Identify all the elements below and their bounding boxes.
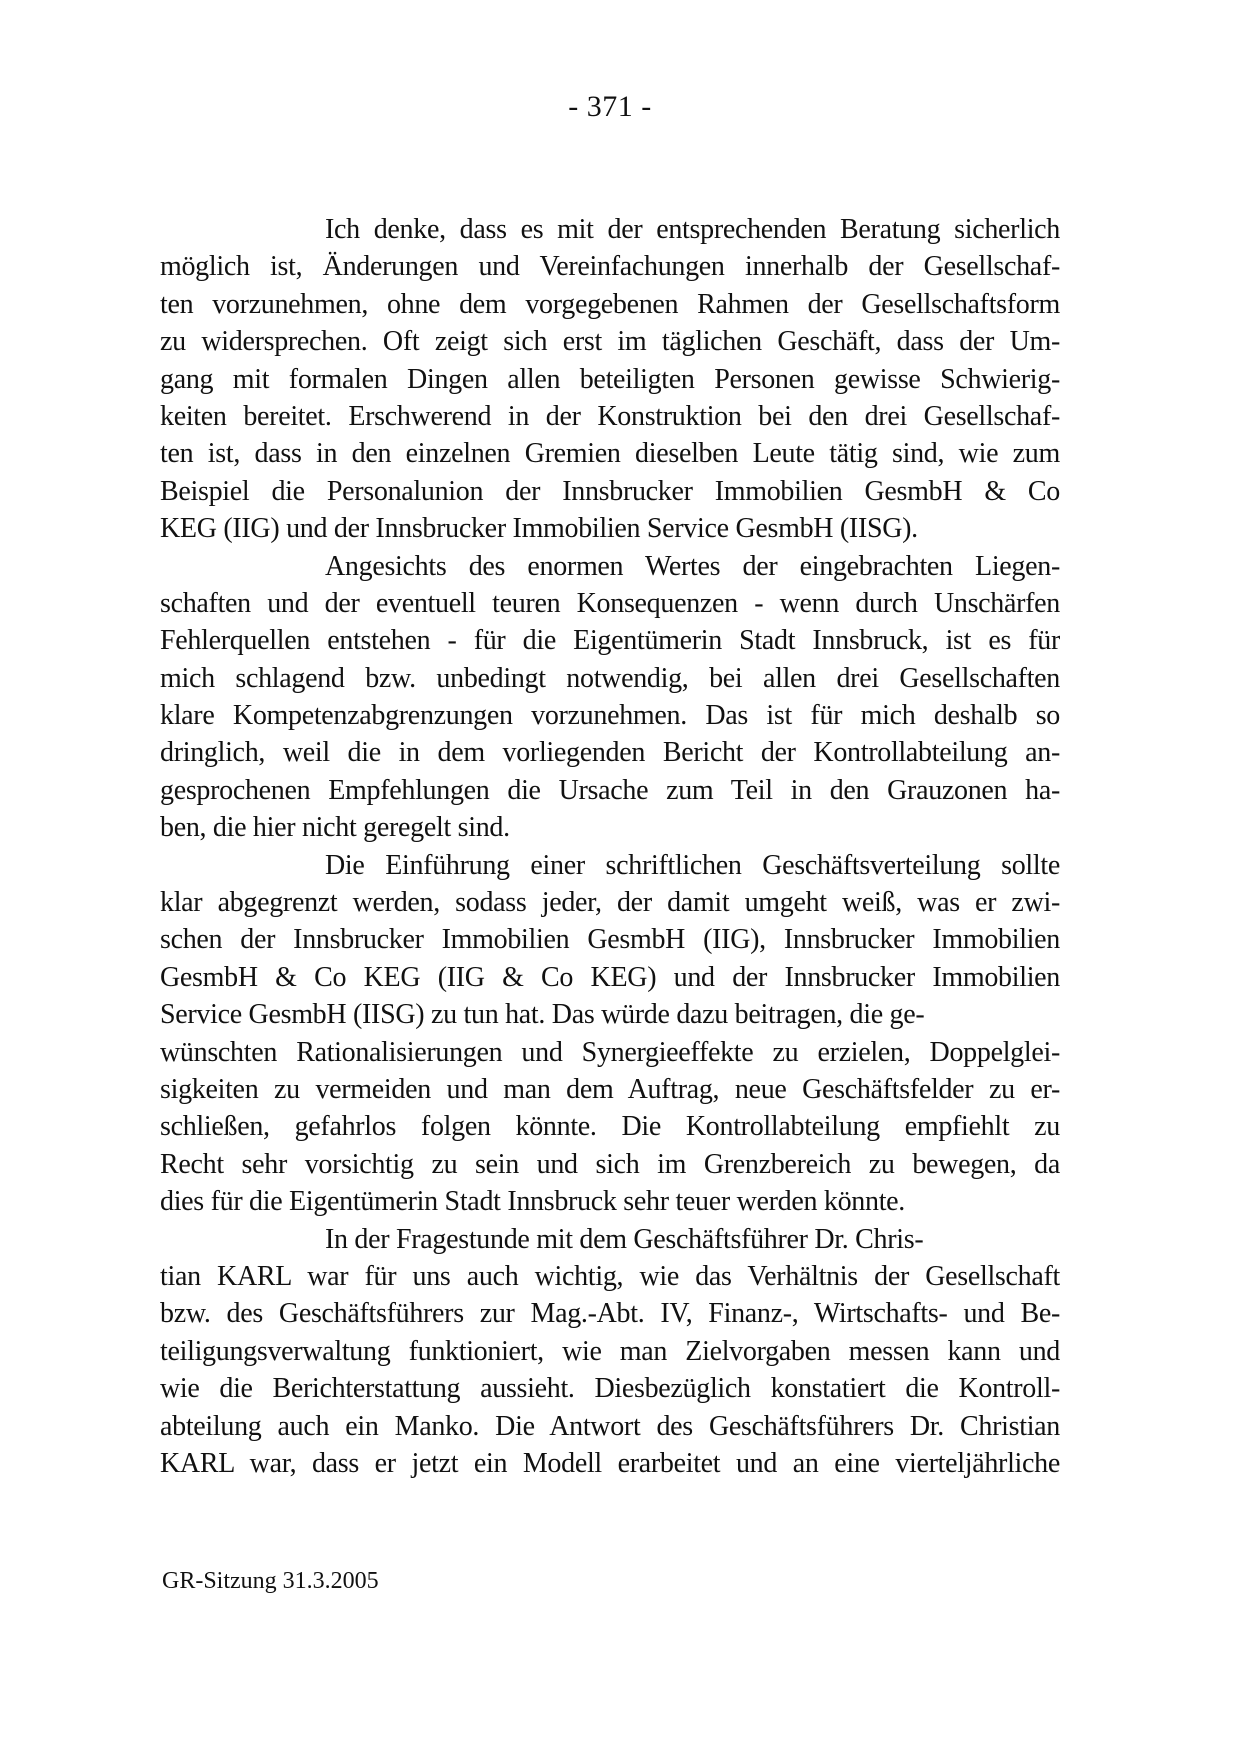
text-line: KEG (IIG) und der Innsbrucker Immobilien Service GesmbH (IISG). [160, 513, 918, 545]
text-line: Beispiel die Personalunion der Innsbrucker Immobilien GesmbH & Co [160, 475, 1060, 507]
text-line: ten ist, dass in den einzelnen Gremien dieselben Leute tätig sind, wie zum [160, 438, 1060, 470]
text-line: sigkeiten zu vermeiden und man dem Auftrag, neue Geschäftsfelder zu er- [160, 1073, 1060, 1105]
text-line: wie die Berichterstattung aussieht. Diesbezüglich konstatiert die Kontroll- [160, 1373, 1060, 1405]
text-line: abteilung auch ein Manko. Die Antwort des Geschäftsführers Dr. Christian [160, 1410, 1060, 1442]
text-line: klare Kompetenzabgrenzungen vorzunehmen. Das ist für mich deshalb so [160, 700, 1060, 732]
text-line: In der Fragestunde mit dem Geschäftsführer Dr. Chris- [325, 1223, 924, 1255]
text-line: teiligungsverwaltung funktioniert, wie man Zielvorgaben messen kann und [160, 1335, 1060, 1367]
text-line: schaften und der eventuell teuren Konsequenzen - wenn durch Unschärfen [160, 587, 1060, 619]
text-line: Fehlerquellen entstehen - für die Eigentümerin Stadt Innsbruck, ist es für [160, 625, 1060, 657]
text-line: Angesichts des enormen Wertes der eingebrachten Liegen- [325, 550, 1060, 582]
text-line: dringlich, weil die in dem vorliegenden Bericht der Kontrollabteilung an- [160, 737, 1060, 769]
text-line: mich schlagend bzw. unbedingt notwendig, bei allen drei Gesellschaften [160, 662, 1060, 694]
text-line: schließen, gefahrlos folgen könnte. Die Kontrollabteilung empfiehlt zu [160, 1111, 1060, 1143]
footer-note: GR-Sitzung 31.3.2005 [162, 1568, 379, 1594]
text-line: bzw. des Geschäftsführers zur Mag.-Abt. IV, Finanz-, Wirtschafts- und Be- [160, 1298, 1060, 1330]
text-line: Service GesmbH (IISG) zu tun hat. Das würde dazu beitragen, die ge- [160, 999, 925, 1031]
text-line: Recht sehr vorsichtig zu sein und sich im Grenzbereich zu bewegen, da [160, 1148, 1060, 1180]
text-line: Ich denke, dass es mit der entsprechenden Beratung sicherlich [325, 214, 1060, 245]
text-line: gesprochenen Empfehlungen die Ursache zum Teil in den Grauzonen ha- [160, 774, 1060, 806]
text-line: dies für die Eigentümerin Stadt Innsbruck sehr teuer werden könnte. [160, 1186, 906, 1218]
page-number: - 371 - [568, 90, 652, 123]
text-line: klar abgegrenzt werden, sodass jeder, der damit umgeht weiß, was er zwi- [160, 887, 1060, 919]
text-line: ten vorzunehmen, ohne dem vorgegebenen Rahmen der Gesellschaftsform [160, 288, 1060, 320]
text-line: Die Einführung einer schriftlichen Geschäftsverteilung sollte [325, 849, 1060, 881]
text-line: tian KARL war für uns auch wichtig, wie das Verhältnis der Gesellschaft [160, 1260, 1060, 1292]
text-line: GesmbH & Co KEG (IIG & Co KEG) und der Innsbrucker Immobilien [160, 961, 1060, 993]
text-line: wünschten Rationalisierungen und Synergieeffekte zu erzielen, Doppelglei- [160, 1036, 1060, 1068]
text-line: zu widersprechen. Oft zeigt sich erst im täglichen Geschäft, dass der Um- [160, 326, 1060, 358]
text-line: gang mit formalen Dingen allen beteiligten Personen gewisse Schwierig- [160, 363, 1060, 395]
text-line: möglich ist, Änderungen und Vereinfachungen innerhalb der Gesellschaf- [160, 251, 1060, 283]
text-line: keiten bereitet. Erschwerend in der Konstruktion bei den drei Gesellschaf- [160, 400, 1060, 432]
text-line: ben, die hier nicht geregelt sind. [160, 812, 510, 844]
document-body [160, 211, 1060, 1482]
text-line: KARL war, dass er jetzt ein Modell erarbeitet und an eine vierteljährliche [160, 1447, 1060, 1479]
text-line: schen der Innsbrucker Immobilien GesmbH (IIG), Innsbrucker Immobilien [160, 924, 1060, 956]
